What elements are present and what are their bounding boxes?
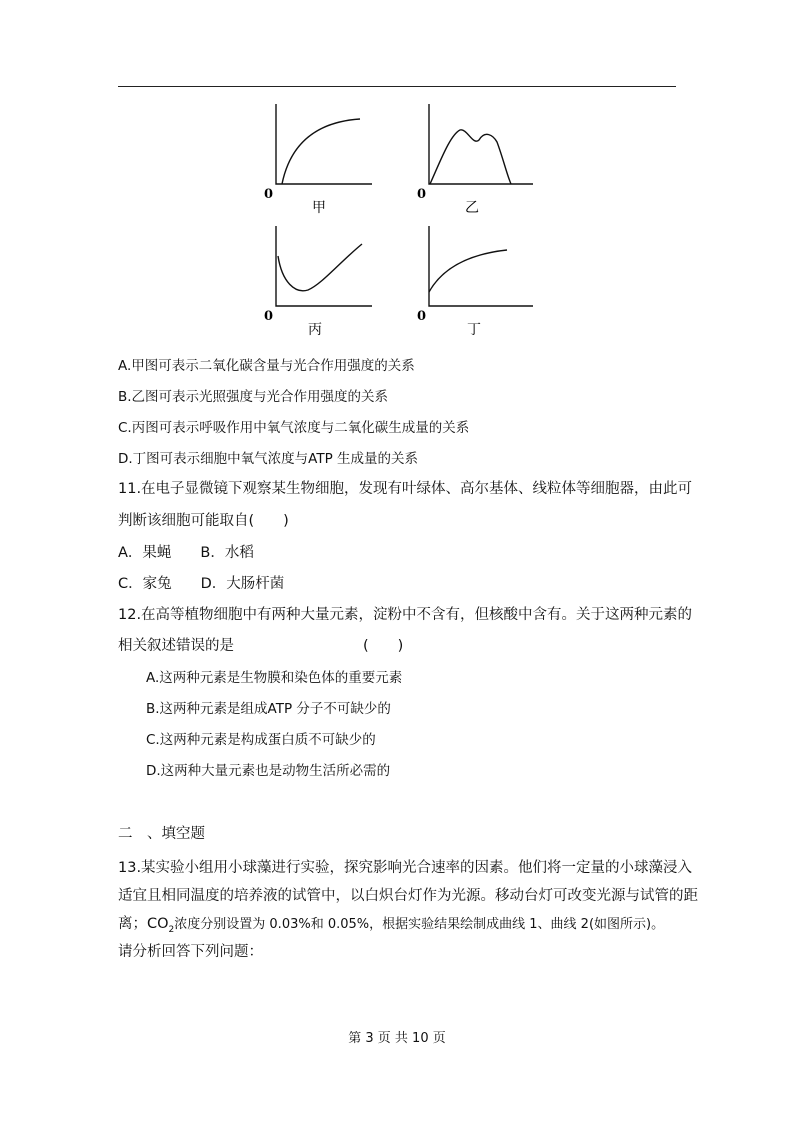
q13-line4: 请分析回答下列问题： [118,944,263,960]
q11-stem-line1: 11.在电子显微镜下观察某生物细胞，发现有叶绿体、高尔基体、线粒体等细胞器，由此可 [118,481,693,497]
figure-yi [415,100,545,219]
bing-axes [276,226,372,306]
figure-jia [260,100,380,219]
q12-stem-line1: 12.在高等植物细胞中有两种大量元素，淀粉中不含有，但核酸中含有。关于这两种元素的 [118,607,693,623]
page-footer: 第 3 页 共 10 页 [348,1031,446,1046]
q11-options-row1: A．果蝇 B．水稻 [118,545,254,561]
jia-label: 甲 [312,200,326,216]
graph-bing [260,222,380,337]
section2-title: 二 、填空题 [118,826,205,842]
ding-label: 丁 [467,322,481,338]
graph-yi [415,100,545,215]
yi-axes [429,104,533,184]
q10-option-b: B.乙图可表示光照强度与光合作用强度的关系 [118,389,389,405]
figure-ding [415,222,545,341]
jia-zero: 0 [264,187,274,202]
jia-curve [282,119,360,184]
header-rule [118,86,676,87]
q12-option-c: C.这两种元素是构成蛋白质不可缺少的 [146,732,376,748]
q13-line1: 13.某实验小组用小球藻进行实验，探究影响光合速率的因素。他们将一定量的小球藻浸入 [118,860,693,876]
bing-curve [278,244,362,291]
yi-curve [430,130,511,184]
jia-axes [276,104,372,184]
q13-line3-pre: 离；CO [118,916,169,932]
q13-line3 [118,912,664,935]
yi-label: 乙 [465,200,479,216]
bing-zero: 0 [264,309,274,324]
yi-zero: 0 [417,187,427,202]
ding-zero: 0 [417,309,427,324]
bing-label: 丙 [308,322,322,338]
q10-option-d: D.丁图可表示细胞中氧气浓度与ATP 生成量的关系 [118,451,419,467]
figure-bing [260,222,380,341]
q11-stem-line2: 判断该细胞可能取自( ) [118,513,289,529]
q13-line3-sub: 2 [168,924,175,935]
q13-line2: 适宜且相同温度的培养液的试管中，以白炽台灯作为光源。移动台灯可改变光源与试管的距 [118,888,698,904]
q13-line3-post: 浓度分别设置为 0.03%和 0.05%，根据实验结果绘制成曲线 1、曲线 2(如图所示)。 [174,917,665,932]
q12-option-b: B.这两种元素是组成ATP 分子不可缺少的 [146,701,391,717]
graph-ding [415,222,545,337]
q11-options-row2: C．家兔 D．大肠杆菌 [118,576,285,592]
ding-curve [429,250,507,292]
q10-option-c: C.丙图可表示呼吸作用中氧气浓度与二氧化碳生成量的关系 [118,420,470,436]
graph-jia [260,100,380,215]
q12-option-a: A.这两种元素是生物膜和染色体的重要元素 [146,670,403,686]
q12-answer-bracket: ( ) [363,638,404,654]
q12-stem-text: 相关叙述错误的是 [118,638,234,654]
q12-option-d: D.这两种大量元素也是动物生活所必需的 [146,763,391,779]
q10-option-a: A.甲图可表示二氧化碳含量与光合作用强度的关系 [118,358,415,374]
ding-axes [429,226,533,306]
q12-stem-line2 [118,634,404,655]
